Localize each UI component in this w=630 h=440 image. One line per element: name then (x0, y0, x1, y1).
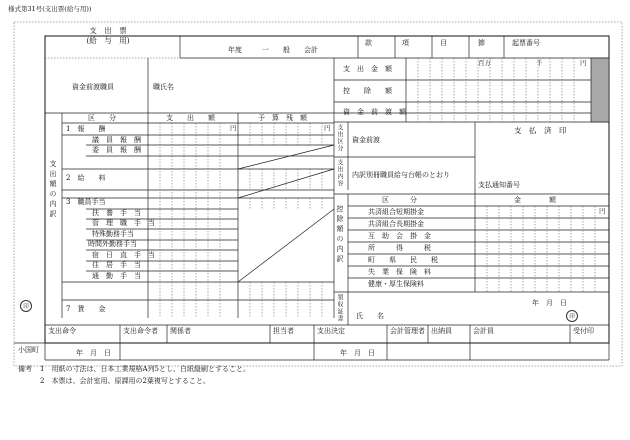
expense-item: 住 居 手 当 (92, 261, 141, 269)
expense-item: 時間外勤務手当 (88, 240, 137, 248)
bottom-cell: 関係者 (170, 327, 191, 335)
expense-yen-mark: 円 (230, 124, 237, 132)
receipt-name-label: 氏 名 (356, 312, 384, 320)
expense-content-label: 支出内容 (336, 159, 343, 187)
budget-head-kan: 款 (365, 39, 372, 47)
expense-item: 2 給 料 (66, 174, 106, 182)
unit-million: 百万 (478, 59, 491, 67)
deduction-col-amount: 金 額 (514, 196, 556, 204)
expense-item: 議 員 報 酬 (92, 136, 141, 144)
seal-mark-left: 印 (20, 300, 32, 312)
balance-yen-mark: 円 (324, 124, 331, 132)
deduction-col-category: 区 分 (382, 196, 417, 204)
payment-notice-number-label: 支払通知番号 (478, 181, 520, 189)
form-subtitle: (給 与 用) (86, 36, 130, 45)
expense-breakdown-side-label: 支出額の内訳 (49, 160, 57, 220)
advance-fund-label: 資金前渡 (352, 136, 380, 144)
order-date-label: 年 月 日 (76, 349, 111, 357)
budget-head-kou: 項 (402, 39, 409, 47)
col-budget-balance: 予 算 残 額 (258, 114, 307, 122)
deduction-item: 共済組合長期掛金 (368, 220, 424, 228)
bottom-cell: 担当者 (273, 327, 294, 335)
note-line: 1 用紙の寸法は、日本工業規格A列5とし、白紙縦刷とすること。 (40, 365, 250, 373)
deduction-item: 健康・厚生保険料 (368, 280, 424, 288)
deduction-item: 共済組合短期掛金 (368, 208, 424, 216)
note-line: 2 本票は、会計室用、原課用の2葉複写とすること。 (40, 377, 210, 385)
expense-item: 7 賃 金 (66, 305, 106, 313)
receipt-date-label: 年 月 日 (532, 299, 567, 307)
seal-mark-right: 印 (566, 310, 578, 322)
bottom-cell: 支出決定 (317, 327, 345, 335)
town-name: 小国町 (18, 346, 39, 354)
decision-date-label: 年 月 日 (340, 349, 375, 357)
unit-thousand: 千 (536, 59, 543, 67)
detail-text: 内訳別冊職員給与台帳のとおり (352, 171, 450, 179)
expense-item: 宿 日 直 手 当 (92, 251, 155, 259)
bottom-cell: 支出命令 (48, 327, 76, 335)
budget-head-moku: 目 (440, 39, 447, 47)
expense-division-label: 支出区分 (336, 124, 343, 152)
expense-item: 扶 養 手 当 (92, 209, 141, 217)
deduction-item: 失 業 保 険 料 (368, 268, 431, 276)
col-expense: 支 出 額 (166, 114, 215, 122)
expense-item: 通 勤 手 当 (92, 272, 141, 280)
budget-head-setsu: 節 (478, 39, 485, 47)
staff-name-label: 職氏名 (153, 83, 174, 91)
bottom-cell: 会計管理者 (390, 327, 425, 335)
notes-label: 備考 (18, 365, 32, 373)
form-number: 様式第31号(支出票(給与用)) (8, 5, 92, 13)
fiscal-year-label: 年度 (228, 46, 242, 54)
deduction-item: 所 得 税 (368, 244, 431, 252)
account-label: 一 般 会計 (262, 46, 318, 54)
unit-yen: 円 (580, 59, 587, 67)
bottom-cell: 出納員 (431, 327, 452, 335)
deduction-breakdown-side-label: 控除額の内訳 (336, 205, 344, 265)
bottom-cell: 会計員 (473, 327, 494, 335)
col-category: 区 分 (88, 114, 116, 122)
advance-amount-label: 資 金 前 渡 額 (343, 108, 406, 116)
expense-item: 委 員 報 酬 (92, 146, 141, 154)
expense-amount-label: 支 出 金 額 (343, 65, 392, 73)
deduction-item: 互 助 会 掛 金 (368, 232, 431, 240)
deduction-item: 町 県 民 税 (368, 256, 438, 264)
advance-staff-label: 資金前渡職員 (72, 83, 114, 91)
expense-item: 特殊勤務手当 (92, 230, 134, 238)
form-title: 支 出 票 (89, 26, 127, 35)
deduction-amount-label: 控 除 額 (343, 87, 392, 95)
voucher-number-label: 起票番号 (512, 39, 540, 47)
payment-done-stamp-label: 支 払 済 印 (514, 126, 567, 135)
bottom-cell: 受付印 (573, 327, 594, 335)
expense-item: 管 理 職 手 当 (92, 219, 155, 227)
expense-item: 1 報 酬 (66, 125, 106, 133)
receipt-label: 領収証書 (336, 294, 343, 322)
expense-item: 3 職員手当 (66, 198, 106, 206)
bottom-cell: 支出命令者 (123, 327, 158, 335)
deduction-yen-mark: 円 (599, 207, 606, 215)
